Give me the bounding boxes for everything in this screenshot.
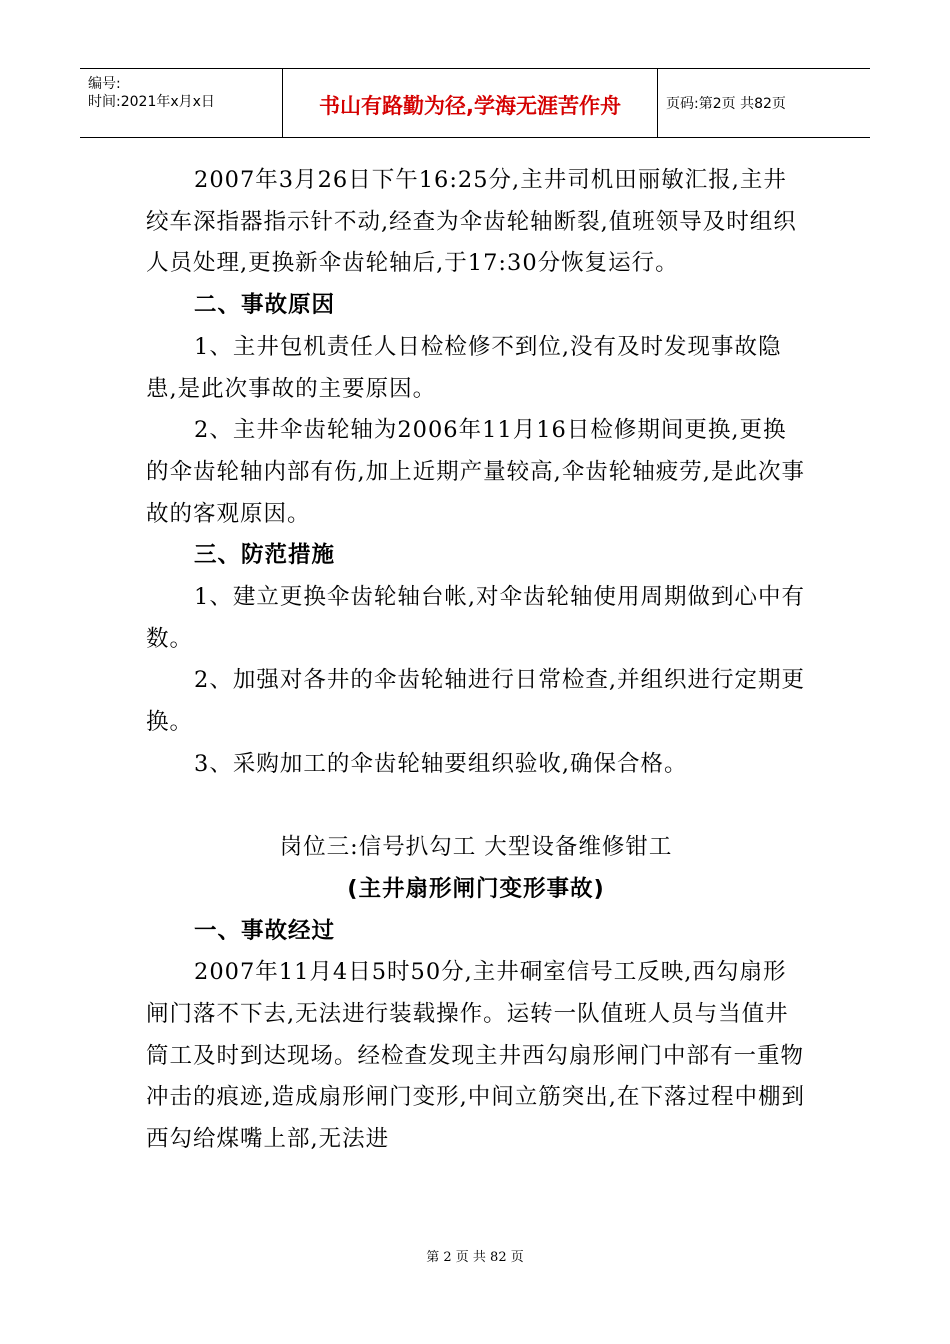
paragraph-measure-1: 1、建立更换伞齿轮轴台帐,对伞齿轮轴使用周期做到心中有数。	[146, 584, 805, 652]
heading-accident-cause: 二、事故原因	[194, 292, 336, 319]
heading-accident-process: 一、事故经过	[194, 917, 336, 944]
paragraph-measure-3: 3、采购加工的伞齿轮轴要组织验收,确保合格。	[194, 750, 688, 777]
paragraph-cause-2: 2、主井伞齿轮轴为2006年11月16日检修期间更换,更换的伞齿轮轴内部有伤,加上近期产量较高,伞齿轮轴疲劳,是此次事故的客观原因。	[146, 417, 805, 527]
post-title: 岗位三:信号扒勾工 大型设备维修钳工	[279, 834, 673, 861]
document-number-label: 编号:	[88, 76, 121, 92]
document-body	[146, 160, 806, 1161]
header-page-info: 页码:第2页 共82页	[666, 96, 786, 112]
accident-title: (主井扇形闸门变形事故)	[347, 875, 605, 902]
page-footer: 第 2 页 共 82 页	[426, 1250, 524, 1265]
paragraph-process-1: 2007年11月4日5时50分,主井硐室信号工反映,西勾扇形闸门落不下去,无法进行装载操作。运转一队值班人员与当值井筒工及时到达现场。经检查发现主井西勾扇形闸门中部有一重物冲击的痕迹,造成扇形闸门变形,中间立筋突出,在下落过程中棚到西勾给煤嘴上部,无法进	[146, 959, 805, 1153]
paragraph-incident-summary: 2007年3月26日下午16:25分,主井司机田丽敏汇报,主井绞车深指器指示针不动,经查为伞齿轮轴断裂,值班领导及时组织人员处理,更换新伞齿轮轴后,于17:30分恢复运行。	[146, 167, 797, 277]
paragraph-measure-2: 2、加强对各井的伞齿轮轴进行日常检查,并组织进行定期更换。	[146, 667, 805, 736]
page-header	[80, 68, 870, 138]
header-meta	[80, 69, 282, 137]
section-spacer	[146, 786, 806, 828]
document-time-label: 时间:2021年x月x日	[88, 94, 215, 110]
header-motto: 书山有路勤为径,学海无涯苦作舟	[282, 69, 658, 137]
heading-preventive-measures: 三、防范措施	[194, 542, 336, 569]
paragraph-cause-1: 1、主井包机责任人日检检修不到位,没有及时发现事故隐患,是此次事故的主要原因。	[146, 333, 782, 402]
